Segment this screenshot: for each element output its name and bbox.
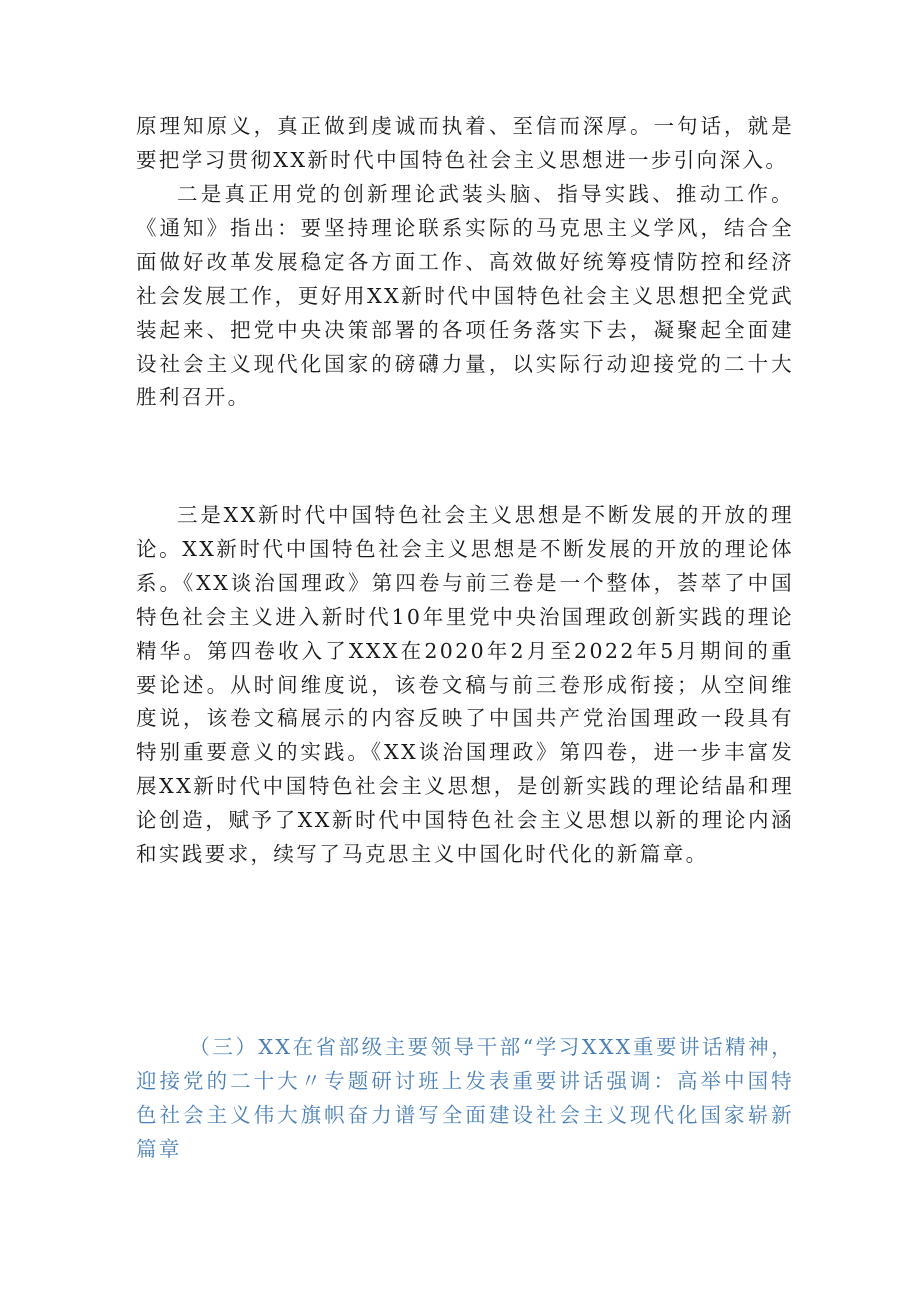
paragraph-2-text: 二是真正用党的创新理论武装头脑、指导实践、推动工作。《通知》指出：要坚持理论联系实际的马克思主义学风，结合全面做好改革发展稳定各方面工作、高效做好统筹疫情防控和经济社会发展工作，更好用XX新时代中国特色社会主义思想把全党武装起来、把党中央决策部署的各项任务落实下去，凝聚起全面建设社会主义现代化国家的磅礴力量，以实际行动迎接党的二十大胜利召开。	[136, 182, 794, 410]
paragraph-two	[136, 178, 794, 415]
paragraph-3-text: 三是XX新时代中国特色社会主义思想是不断发展的开放的理论。XX新时代中国特色社会主义思想是不断发展的开放的理论体系。《XX谈治国理政》第四卷与前三卷是一个整体，荟萃了中国特色社会主义进入新时代10年里党中央治国理政创新实践的理论精华。第四卷收入了XXX在2020年2月至2022年5月期间的重要论述。从时间维度说，该卷文稿与前三卷形成衔接；从空间维度说，该卷文稿展示的内容反映了中国共产党治国理政一段具有特别重要意义的实践。《XX谈治国理政》第四卷，进一步丰富发展XX新时代中国特色社会主义思想，是创新实践的理论结晶和理论创造，赋予了XX新时代中国特色社会主义思想以新的理论内涵和实践要求，续写了马克思主义中国化时代化的新篇章。	[136, 503, 794, 867]
paragraph-three	[136, 499, 794, 872]
paragraph-1-text: 原理知原义，真正做到虔诚而执着、至信而深厚。一句话，就是要把学习贯彻XX新时代中国特色社会主义思想进一步引向深入。	[136, 114, 794, 172]
paragraph-continuation	[136, 110, 794, 178]
section-heading: （三）XX在省部级主要领导干部“学习XXX重要讲话精神，迎接党的二十大〃专题研讨班上发表重要讲话强调：高举中国特色社会主义伟大旗帜奋力谱写全面建设社会主义现代化国家崭新篇章	[136, 1035, 794, 1161]
